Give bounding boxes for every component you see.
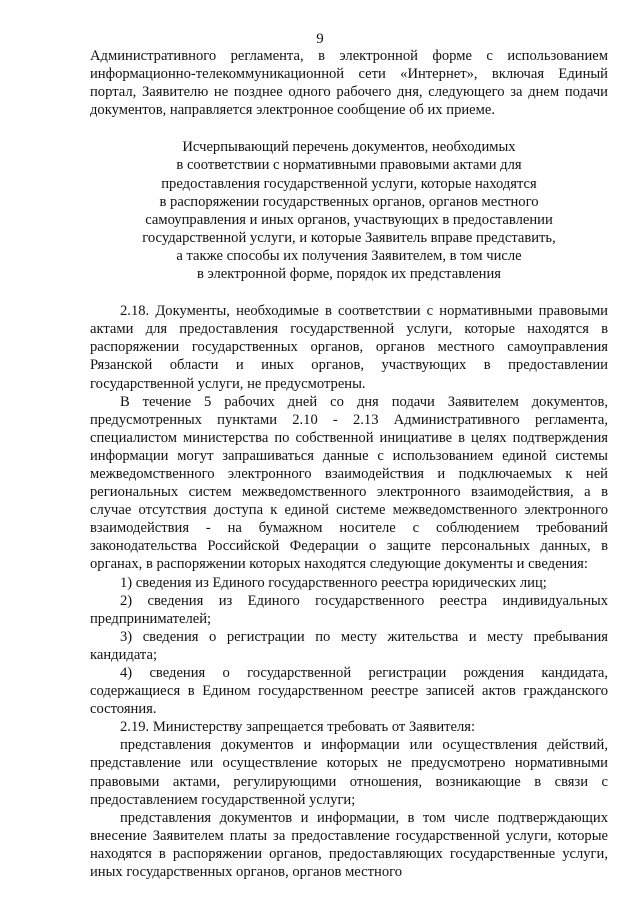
paragraph-interagency-request: В течение 5 рабочих дней со дня подачи Заявителем документов, предусмотренных пунктами 2.10 - 2.13 Административного регламента, специалистом министерства по собственной инициативе в целях подтверждения информации могут запрашиваться данные с использованием единой системы межведомственного электронного взаимодействия и подключаемых к ней региональных систем межведомственного электронного взаимодействия, а в случае отсутствия доступа к единой системе межведомственного электронного взаимодействия - на бумажном носителе с соблюдением требований законодательства Российской Федерации о защите персональных данных, в органах, в распоряжении которых находятся следующие документы и сведения: [90,393,608,573]
heading-line: в электронной форме, порядок их представления [196,266,501,283]
document-body [90,47,608,881]
prohibition-item-1: представления документов и информации или осуществления действий, представление или осуществление которых не предусмотрено нормативными правовыми актами, регулирующими отношения, возникающие в связи с предоставлением государственной услуги; [90,737,608,808]
list-item-3: 3) сведения о регистрации по месту жительства и месту пребывания кандидата; [90,628,608,663]
paragraph-2-18: 2.18. Документы, необходимые в соответствии с нормативными правовыми актами для предоставления государственной услуги, которые находятся в распоряжении государственных органов, органов местного самоуправления Рязанской области и иных органов, участвующих в предоставлении государственной услуги, не предусмотрены. [90,303,608,392]
heading-line: Исчерпывающий перечень документов, необходимых [182,139,516,156]
intro-paragraph: Административного регламента, в электронной форме с использованием информационно-телекоммуникационной сети «Интернет», включая Единый портал, Заявителю не позднее одного рабочего дня, следующего за днем подачи документов, направляется электронное сообщение об их приеме. [90,48,608,119]
list-item-4: 4) сведения о государственной регистрации рождения кандидата, содержащиеся в Едином государственном реестре записей актов гражданского состояния. [90,665,608,718]
heading-line: государственной услуги, и которые Заявитель вправе представить, [142,229,556,246]
paragraph-2-19: 2.19. Министерству запрещается требовать от Заявителя: [120,719,476,736]
page-number: 9 [316,31,324,47]
prohibition-item-2: представления документов и информации, в том числе подтверждающих внесение Заявителем платы за предоставление государственной услуги, которые находятся в распоряжении органов, предоставляющих государственные услуги, иных государственных органов, органов местного [90,809,608,881]
heading-line: в распоряжении государственных органов, органов местного [159,193,539,210]
list-item-2: 2) сведения из Единого государственного реестра индивидуальных предпринимателей; [90,592,608,627]
heading-line: самоуправления и иных органов, участвующих в предоставлении [145,211,553,228]
section-heading [90,138,608,283]
heading-line: в соответствии с нормативными правовыми актами для [176,157,522,174]
list-item-1: 1) сведения из Единого государственного реестра юридических лиц; [120,574,547,591]
heading-line: а также способы их получения Заявителем, в том числе [176,247,522,264]
heading-line: предоставления государственной услуги, которые находятся [161,175,537,192]
